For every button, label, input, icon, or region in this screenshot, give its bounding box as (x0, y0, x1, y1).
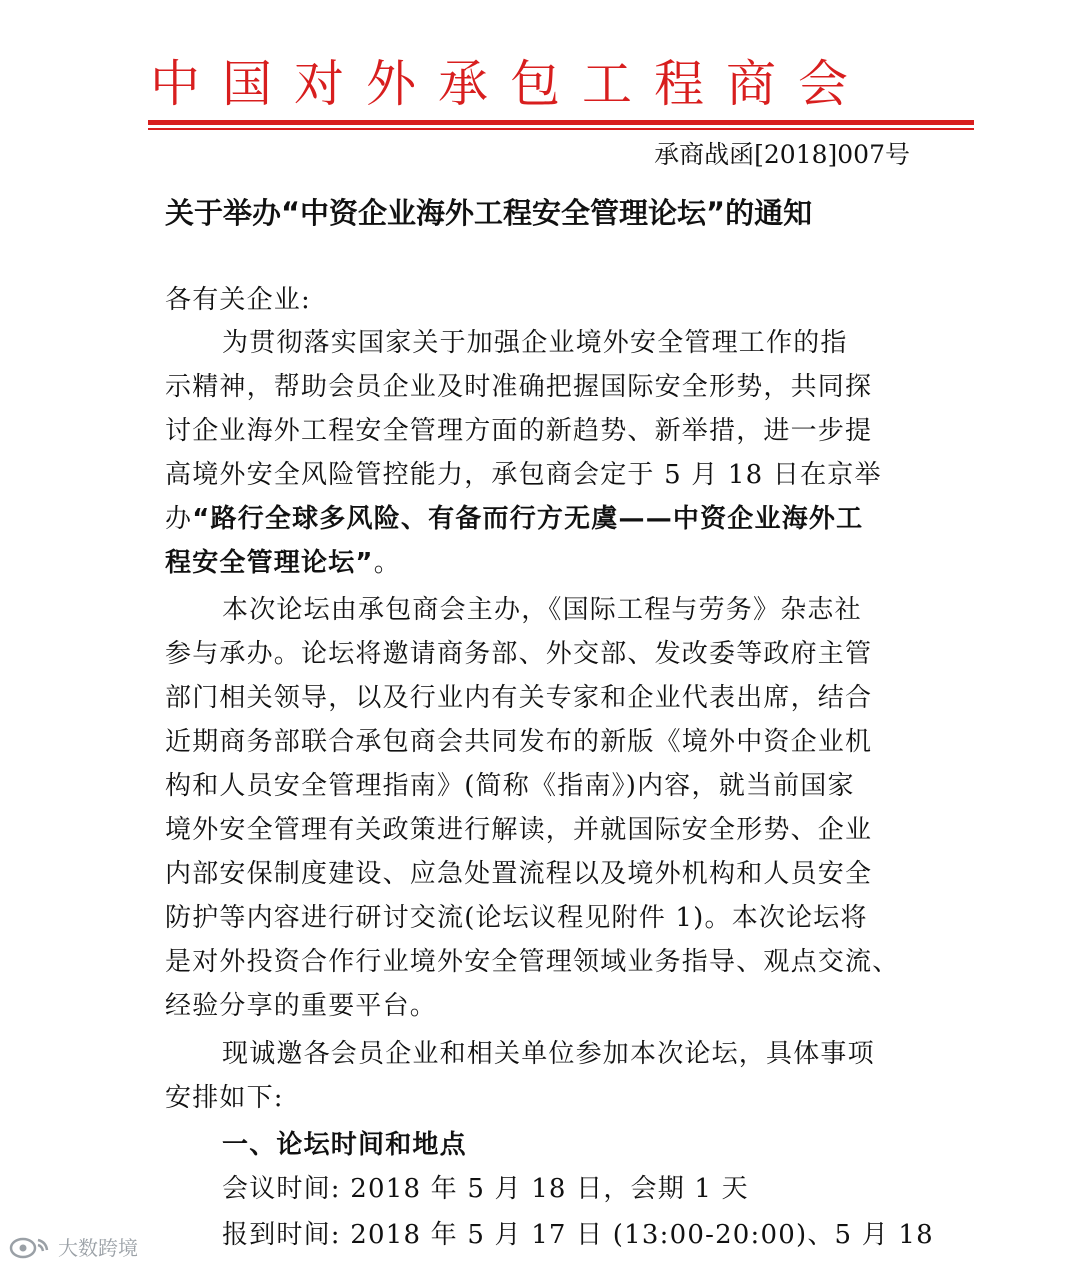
paragraph-1-line-1: 为贯彻落实国家关于加强企业境外安全管理工作的指 (222, 328, 848, 358)
watermark (8, 1232, 138, 1261)
paragraph-1-line-5 (165, 501, 863, 537)
paragraph-2-line-8: 防护等内容进行研讨交流(论坛议程见附件 1)。本次论坛将 (165, 903, 868, 933)
paragraph-1-line-3: 讨企业海外工程安全管理方面的新趋势、新举措，进一步提 (165, 416, 873, 446)
document-title: 关于举办“中资企业海外工程安全管理论坛”的通知 (165, 196, 813, 230)
document-number: 承商战函[2018]007号 (654, 140, 910, 169)
paragraph-2-line-4: 近期商务部联合承包商会共同发布的新版《境外中资企业机 (165, 727, 873, 757)
paragraph-3-line-2: 安排如下: (165, 1083, 284, 1113)
paragraph-2-line-9: 是对外投资合作行业境外安全管理领域业务指导、观点交流、 (165, 947, 900, 977)
forum-name-part-1: “路行全球多风险、有备而行方无虞——中资企业海外工 (192, 504, 864, 534)
section-1-heading: 一、论坛时间和地点 (222, 1130, 467, 1160)
weibo-eye-icon (8, 1234, 54, 1260)
checkin-time: 报到时间: 2018 年 5 月 17 日 (13:00-20:00)、5 月 18 (222, 1220, 934, 1250)
paragraph-2-line-5: 构和人员安全管理指南》(简称《指南》)内容，就当前国家 (165, 771, 855, 801)
paragraph-2-line-1: 本次论坛由承包商会主办，《国际工程与劳务》杂志社 (222, 595, 862, 625)
salutation: 各有关企业: (165, 285, 311, 315)
letterhead-rule-thick (148, 120, 974, 125)
paragraph-1-line-5-prefix: 办 (165, 504, 193, 534)
paragraph-1-line-2: 示精神，帮助会员企业及时准确把握国际安全形势，共同探 (165, 372, 873, 402)
paragraph-1-line-6-suffix: 。 (373, 548, 401, 578)
meeting-time: 会议时间: 2018 年 5 月 18 日，会期 1 天 (222, 1174, 749, 1204)
letterhead-org-name: 中国对外承包工程商会 (150, 55, 870, 113)
watermark-text: 大数跨境 (58, 1236, 138, 1260)
paragraph-2-line-6: 境外安全管理有关政策进行解读，并就国际安全形势、企业 (165, 815, 873, 845)
paragraph-3-line-1: 现诚邀各会员企业和相关单位参加本次论坛，具体事项 (222, 1039, 875, 1069)
paragraph-1-line-4: 高境外安全风险管控能力，承包商会定于 5 月 18 日在京举 (165, 460, 882, 490)
forum-name-part-2: 程安全管理论坛” (165, 548, 374, 578)
paragraph-2-line-10: 经验分享的重要平台。 (165, 991, 438, 1021)
letterhead-rule-thin (148, 128, 974, 130)
paragraph-2-line-2: 参与承办。论坛将邀请商务部、外交部、发改委等政府主管 (165, 639, 873, 669)
paragraph-1-line-6 (165, 545, 401, 581)
paragraph-2-line-3: 部门相关领导，以及行业内有关专家和企业代表出席，结合 (165, 683, 873, 713)
paragraph-2-line-7: 内部安保制度建设、应急处置流程以及境外机构和人员安全 (165, 859, 873, 889)
